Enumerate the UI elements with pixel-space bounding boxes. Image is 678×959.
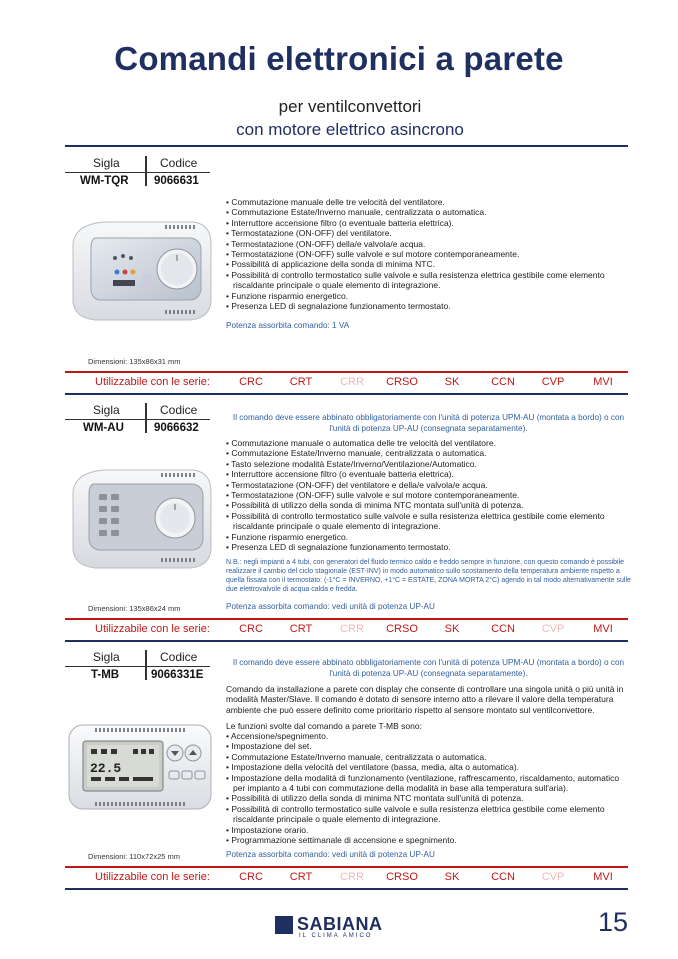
functions-title: Le funzioni svolte dal comando a parete T-MB sono: bbox=[226, 721, 422, 731]
feature-item: • Termostatazione (ON-OFF) del ventilatore. bbox=[226, 228, 392, 239]
coupling-note: Il comando deve essere abbinato obbligatoriamente con l'unità di potenza UPM-AU (montata a bordo) o con l'unità di potenza UP-AU (consegnata separatamente). bbox=[232, 413, 625, 433]
page-number: 15 bbox=[598, 907, 629, 937]
feature-item: • Funzione risparmio energetico. bbox=[226, 531, 349, 542]
feature-item: • Possibilità di controllo termostatico sulle valvole e sulla resistenza elettrica gestibile come elemento riscaldante principale o quale elemento di integrazione. bbox=[226, 269, 605, 291]
feature-item: • Interruttore accensione filtro (o eventuale batteria elettrica). bbox=[226, 217, 454, 228]
series-crc: CRC bbox=[239, 623, 263, 635]
sigla-label: Sigla bbox=[93, 403, 120, 417]
brand-mark-icon bbox=[275, 916, 293, 934]
wm-tqr-device-image bbox=[65, 214, 215, 326]
codice-label: Codice bbox=[160, 650, 198, 664]
series-mvi: MVI bbox=[593, 871, 613, 883]
series-row bbox=[65, 870, 628, 886]
product-features bbox=[226, 731, 630, 845]
dimensions: Dimensioni: 135x86x24 mm bbox=[88, 604, 181, 613]
sigla-label: Sigla bbox=[93, 156, 120, 170]
series-rule-top bbox=[65, 866, 628, 868]
subtitle-2: con motore elettrico asincrono bbox=[236, 120, 464, 139]
top-rule bbox=[65, 145, 628, 147]
series-crc: CRC bbox=[239, 376, 263, 388]
page-title: Comandi elettronici a parete bbox=[114, 40, 564, 77]
feature-item: • Interruttore accensione filtro (o eventuale batteria elettrica). bbox=[226, 469, 454, 480]
codice-value: 9066331E bbox=[151, 669, 204, 681]
coupling-note: Il comando deve essere abbinato obbligatoriamente con l'unità di potenza UPM-AU (montata a bordo) o con l'unità di potenza UP-AU (consegnata separatamente). bbox=[232, 658, 625, 678]
feature-item: • Tasto selezione modalità Estate/Inverno/Ventilazione/Automatico. bbox=[226, 458, 477, 469]
series-crt: CRT bbox=[289, 871, 313, 883]
feature-item: • Termostatazione (ON-OFF) della/e valvola/e acqua. bbox=[226, 238, 426, 249]
feature-item: • Termostatazione (ON-OFF) sulle valvole e sul motore contemporaneamente. bbox=[226, 490, 520, 501]
feature-item: • Presenza LED di segnalazione funzionamento termostato. bbox=[226, 542, 451, 553]
series-crc: CRC bbox=[239, 871, 263, 883]
series-sk: SK bbox=[444, 871, 460, 883]
series-crso: CRSO bbox=[386, 623, 418, 635]
series-crr: CRR bbox=[340, 871, 364, 883]
product-features bbox=[226, 197, 630, 311]
series-mvi: MVI bbox=[593, 623, 613, 635]
feature-item: • Commutazione manuale o automatica delle tre velocità del ventilatore. bbox=[226, 438, 496, 448]
feature-item: • Commutazione manuale delle tre velocità del ventilatore. bbox=[226, 197, 445, 207]
codice-value: 9066632 bbox=[154, 422, 199, 434]
series-rule-top bbox=[65, 371, 628, 373]
intro-text: Comando da installazione a parete con display che consente di controllare una singola unità o più unità in modalità Master/Slave. Il comando è dotato di sensore interno atto a rilevare il valore della temperatura ambiente che può essere definito come prioritario rispetto al sensore montato sul ventilconvettore. bbox=[226, 684, 624, 715]
series-cvp: CVP bbox=[541, 871, 565, 883]
series-label: Utilizzabile con le serie: bbox=[95, 623, 210, 635]
dimensions: Dimensioni: 135x86x31 mm bbox=[88, 357, 181, 366]
series-crt: CRT bbox=[289, 623, 313, 635]
series-sk: SK bbox=[444, 623, 460, 635]
nb-note: N.B.: negli impianti a 4 tubi, con generatori del fluido termico caldo e freddo sempre in funzione, con questo comando è possibile realizzare il cambio del ciclo stagionale (EST-INV) in modo automatico sullo scostamento della temperatura ambiente rispetto a quella fissata con il termostato: (-1°C = INVERNO, +1°C = ESTATE, ZONA MORTA 2°C) agendo in tal modo alternativamente sulle due elettrovalvole di acqua calda e fredda. bbox=[226, 559, 631, 593]
feature-item: • Possibilità di controllo termostatico sulle valvole e sulla resistenza elettrica gestibile come elemento riscaldante principale o quale elemento di integrazione. bbox=[226, 510, 605, 532]
feature-item: • Commutazione Estate/Inverno manuale, centralizzata o automatica. bbox=[226, 448, 487, 459]
feature-item: • Possibilità di utilizzo della sonda di minima NTC montata sull'unità di potenza. bbox=[226, 500, 524, 511]
feature-item: • Impostazione orario. bbox=[226, 824, 309, 835]
series-label: Utilizzabile con le serie: bbox=[95, 871, 210, 883]
series-row bbox=[65, 622, 628, 638]
power-consumption: Potenza assorbita comando: vedi unità di potenza UP-AU bbox=[226, 850, 435, 859]
series-label: Utilizzabile con le serie: bbox=[95, 376, 210, 388]
feature-item: • Impostazione della velocità del ventilatore (bassa, media, alta o automatica). bbox=[226, 762, 520, 773]
codice-label: Codice bbox=[160, 156, 198, 170]
feature-item: • Possibilità di applicazione della sonda di minima NTC. bbox=[226, 259, 435, 270]
sigla-value: T-MB bbox=[91, 669, 120, 681]
series-rule-bottom bbox=[65, 393, 628, 395]
brand-tagline: IL CLIMA AMICO bbox=[299, 933, 373, 939]
series-sk: SK bbox=[444, 376, 460, 388]
series-rule-bottom bbox=[65, 640, 628, 642]
codice-label: Codice bbox=[160, 403, 198, 417]
series-crr: CRR bbox=[340, 376, 364, 388]
series-crso: CRSO bbox=[386, 376, 418, 388]
feature-item: • Presenza LED di segnalazione funzionamento termostato. bbox=[226, 301, 451, 312]
series-cvp: CVP bbox=[541, 623, 565, 635]
feature-item: • Impostazione della modalità di funzionamento (ventilazione, raffrescamento, riscaldamento, automatico per impianto a 4 tubi con commutazione della modalità in base alla temperatura sull'aria). bbox=[226, 772, 620, 794]
brand-name: SABIANA bbox=[297, 914, 383, 934]
series-crt: CRT bbox=[289, 376, 313, 388]
series-ccn: CCN bbox=[491, 623, 515, 635]
power-consumption: Potenza assorbita comando: vedi unità di potenza UP-AU bbox=[226, 602, 435, 611]
series-rule-bottom bbox=[65, 888, 628, 890]
series-mvi: MVI bbox=[593, 376, 613, 388]
feature-item: • Programmazione settimanale di accensione e spegnimento. bbox=[226, 835, 457, 846]
subtitle-1: per ventilconvettori bbox=[278, 97, 422, 116]
feature-item: • Impostazione del set. bbox=[226, 741, 312, 752]
feature-item: • Funzione risparmio energetico. bbox=[226, 290, 349, 301]
product-features bbox=[226, 438, 630, 552]
feature-item: • Commutazione Estate/Inverno manuale, centralizzata o automatica. bbox=[226, 751, 487, 762]
series-ccn: CCN bbox=[491, 871, 515, 883]
series-crso: CRSO bbox=[386, 871, 418, 883]
series-rule-top bbox=[65, 618, 628, 620]
series-crr: CRR bbox=[340, 623, 364, 635]
power-consumption: Potenza assorbita comando: 1 VA bbox=[226, 321, 350, 330]
feature-item: • Termostatazione (ON-OFF) del ventilatore e della/e valvola/e acqua. bbox=[226, 479, 488, 490]
feature-item: • Possibilità di controllo termostatico sulle valvole e sulla resistenza elettrica gestibile come elemento riscaldante principale o quale elemento di integrazione. bbox=[226, 803, 605, 825]
series-ccn: CCN bbox=[491, 376, 515, 388]
display-temperature: 22.5 bbox=[90, 761, 122, 776]
t-mb-device-image bbox=[65, 715, 215, 815]
dimensions: Dimensioni: 110x72x25 mm bbox=[88, 852, 180, 861]
sigla-value: WM-AU bbox=[83, 422, 124, 434]
feature-item: • Accensione/spegnimento. bbox=[226, 731, 329, 741]
series-cvp: CVP bbox=[541, 376, 565, 388]
codice-value: 9066631 bbox=[154, 175, 199, 187]
feature-item: • Termostatazione (ON-OFF) sulle valvole e sul motore contemporaneamente. bbox=[226, 249, 520, 260]
sigla-label: Sigla bbox=[93, 650, 120, 664]
feature-item: • Commutazione Estate/Inverno manuale, centralizzata o automatica. bbox=[226, 207, 487, 218]
series-row bbox=[65, 375, 628, 391]
feature-item: • Possibilità di utilizzo della sonda di minima NTC montata sull'unità di potenza. bbox=[226, 793, 524, 804]
sigla-value: WM-TQR bbox=[80, 175, 129, 187]
wm-au-device-image bbox=[65, 462, 215, 574]
